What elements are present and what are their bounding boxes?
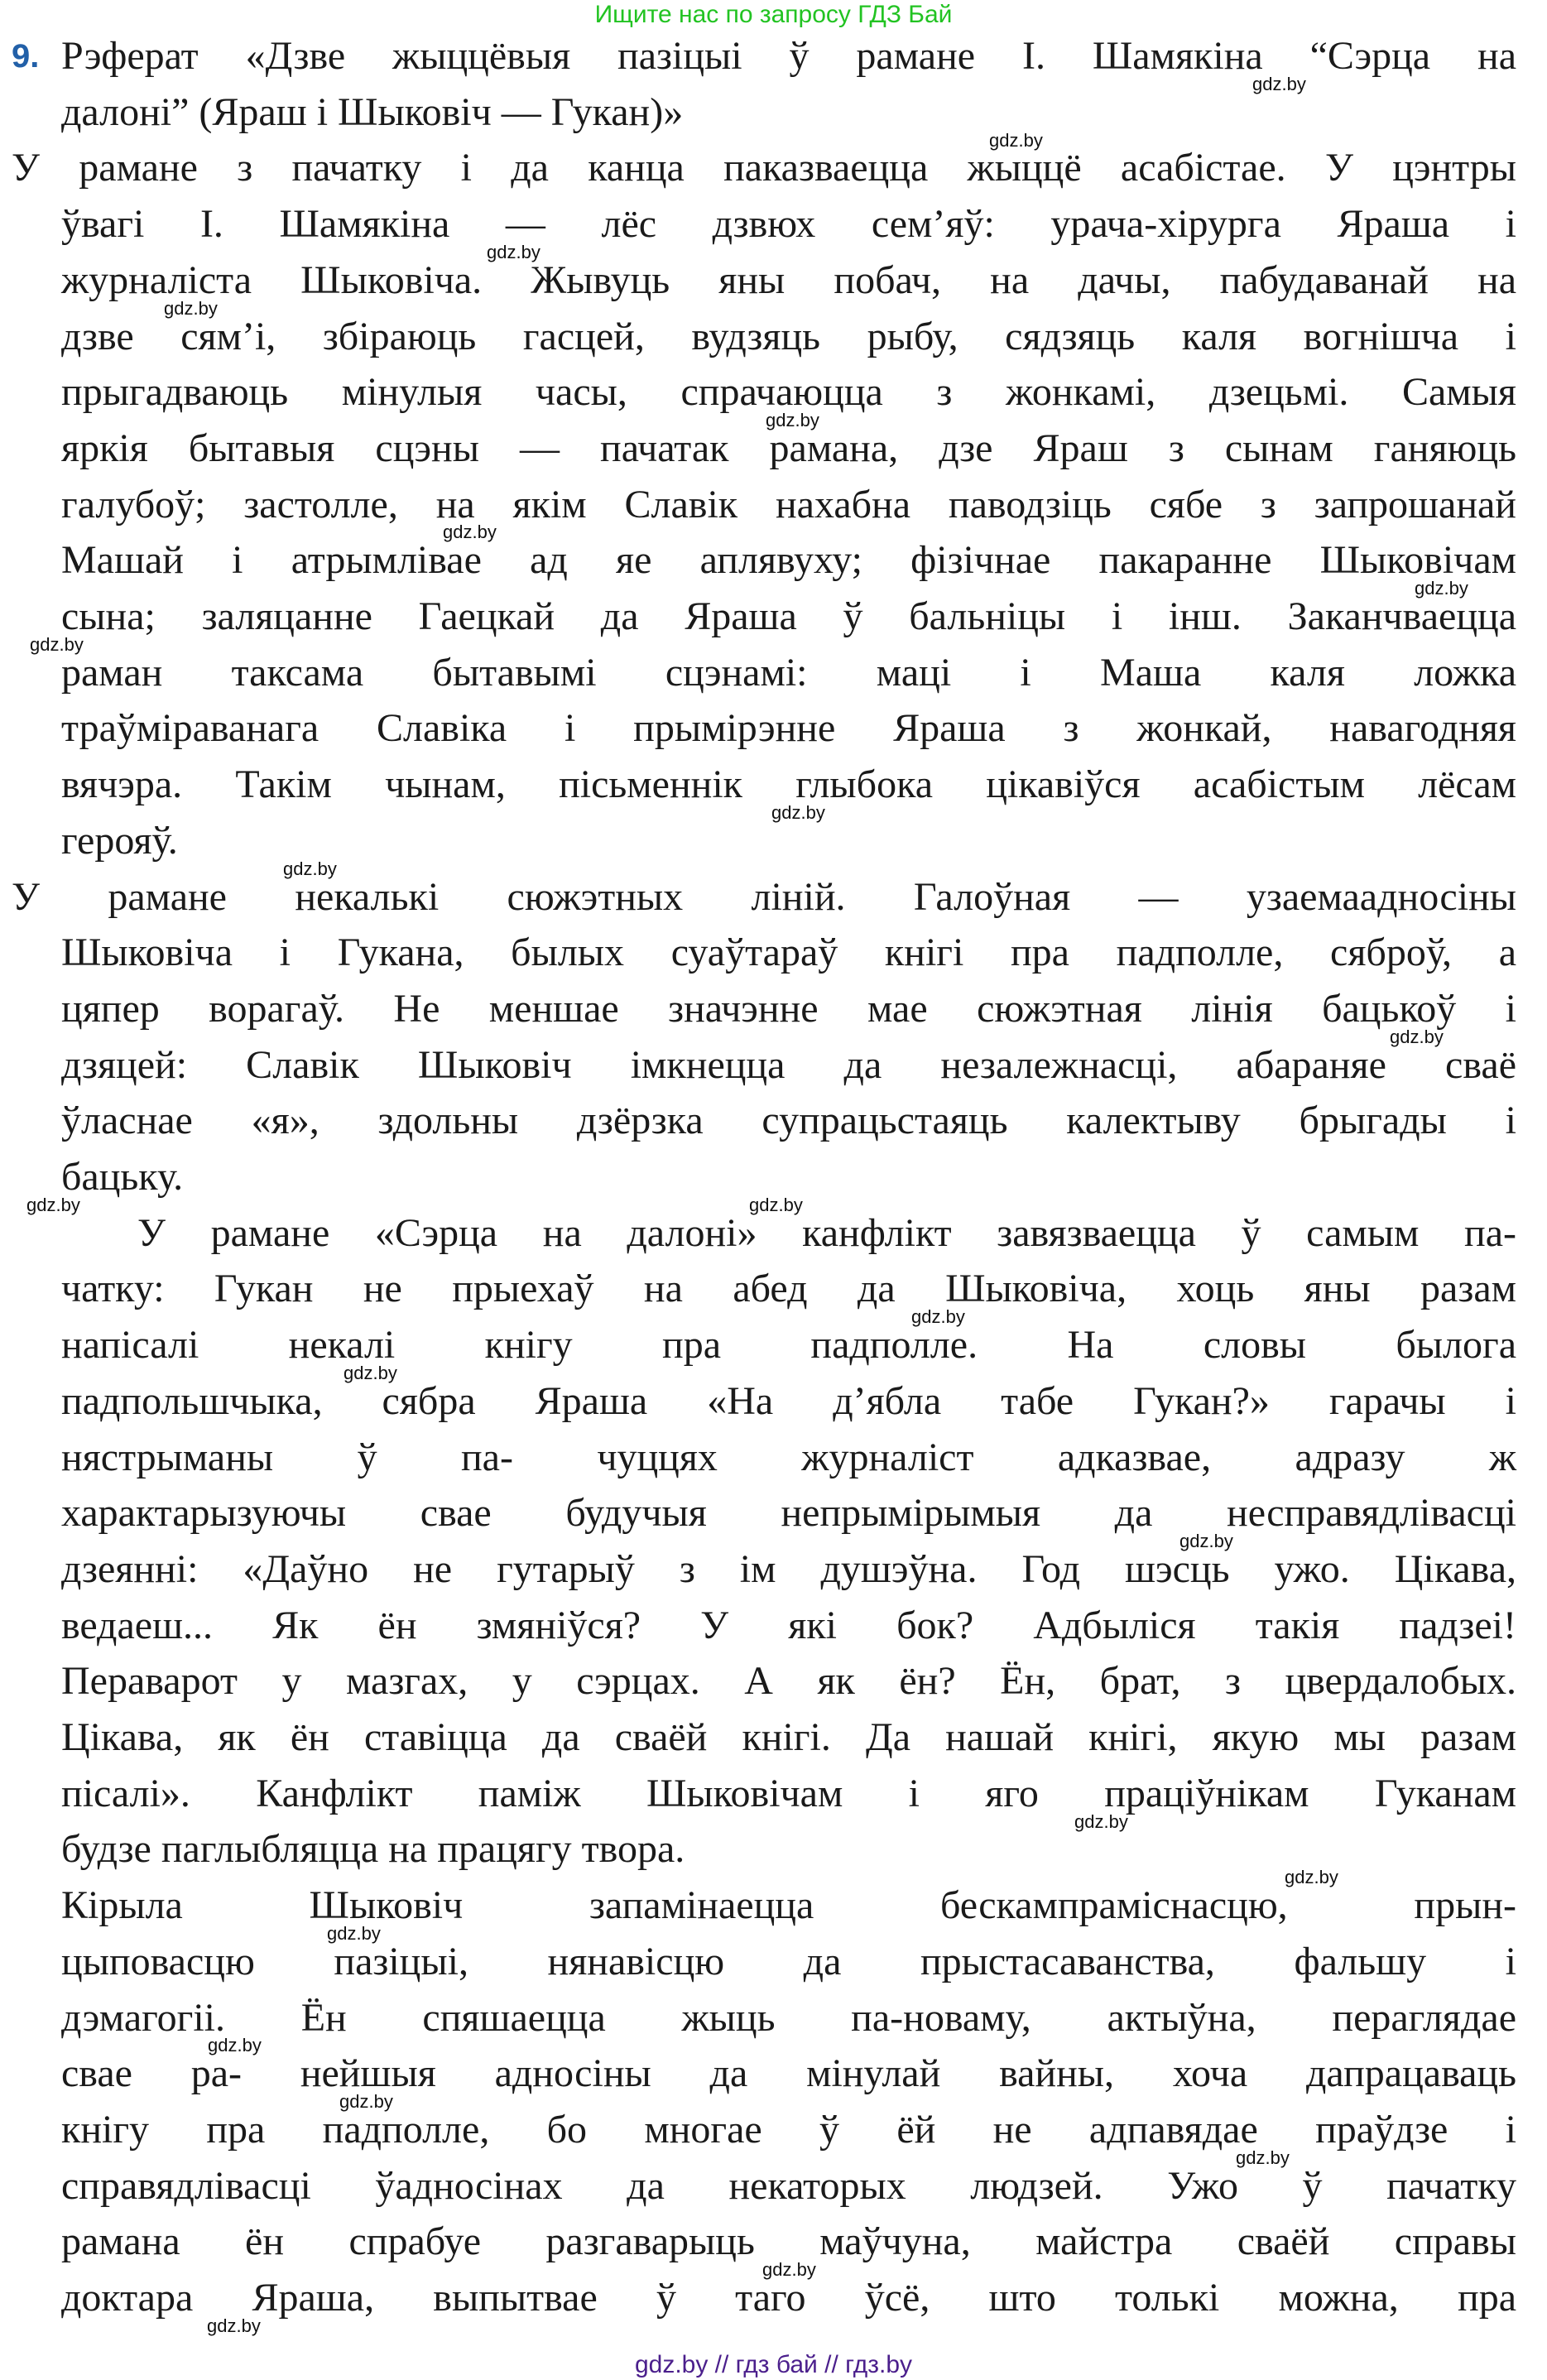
watermark: gdz.by bbox=[30, 633, 84, 655]
paragraph-line: галубоў; застолле, на якім Славік нахабна паводзіць сябе з запрошанай bbox=[61, 482, 1516, 526]
watermark: gdz.by bbox=[911, 1306, 965, 1328]
watermark: gdz.by bbox=[749, 1194, 803, 1215]
watermark: gdz.by bbox=[766, 410, 819, 431]
paragraph-line: будзе паглыбляцца на працягу твора. bbox=[61, 1827, 685, 1872]
watermark: gdz.by bbox=[989, 129, 1043, 151]
paragraph-line: У рамане з пачатку і да канца паказваецца жыццё асабістае. У цэнтры bbox=[12, 146, 1516, 190]
paragraph-line: У рамане некалькі сюжэтных ліній. Галоўная — узаемаадносіны bbox=[12, 874, 1516, 919]
watermark: gdz.by bbox=[164, 297, 218, 319]
paragraph-line: доктара Яраша, выпытвае ў таго ўсё, што толькі можна, пра bbox=[61, 2276, 1516, 2320]
watermark: gdz.by bbox=[26, 1194, 80, 1215]
paragraph-line: траўміраванага Славіка і прымірэнне Яраша з жонкай, навагодняя bbox=[61, 706, 1516, 751]
title-line: далоні” (Яраш і Шыковіч — Гукан)» bbox=[61, 89, 684, 134]
search-hint-banner: Ищите нас по запросу ГДЗ Бай bbox=[594, 1, 953, 28]
paragraph-line: дзеянні: «Даўно не гутарыў з ім душэўна. Год шэсць ужо. Цікава, bbox=[61, 1546, 1516, 1591]
watermark: gdz.by bbox=[487, 241, 540, 262]
paragraph-line: раман таксама бытавымі сцэнамі: маці і Маша каля ложка bbox=[61, 650, 1516, 695]
paragraph-line: цыповасцю пазіцыі, нянавісцю да прыстасаванства, фальшу і bbox=[61, 1939, 1516, 1983]
watermark: gdz.by bbox=[283, 858, 337, 879]
paragraph-line: свае ра- нейшыя адносіны да мінулай вайны, хоча дапрацаваць bbox=[61, 2051, 1516, 2096]
paragraph-line: дзяцей: Славік Шыковіч імкнецца да незалежнасці, абараняе сваё bbox=[61, 1042, 1516, 1087]
paragraph-line: справядлівасці ўадносінах да некаторых людзей. Ужо ў пачатку bbox=[61, 2163, 1516, 2208]
watermark: gdz.by bbox=[1074, 1810, 1128, 1832]
paragraph-line: напісалі некалі кнігу пра падполле. На словы былога bbox=[61, 1323, 1516, 1368]
watermark: gdz.by bbox=[207, 2315, 261, 2336]
task-number: 9. bbox=[12, 38, 40, 75]
watermark: gdz.by bbox=[1179, 1531, 1233, 1552]
paragraph-line: чатку: Гукан не прыехаў на абед да Шыковіча, хоць яны разам bbox=[61, 1267, 1516, 1311]
paragraph-line: рамана ён спрабуе разгаварыць маўчуна, майстра сваёй справы bbox=[61, 2219, 1516, 2264]
paragraph-line: дзве сям’і, збіраюць гасцей, вудзяць рыбу, сядзяць каля вогнішча і bbox=[61, 314, 1516, 358]
paragraph-line: бацьку. bbox=[61, 1155, 184, 1199]
watermark: gdz.by bbox=[443, 522, 497, 543]
watermark: gdz.by bbox=[208, 2035, 262, 2056]
footer-banner: gdz.by // гдз бай // гдз.by bbox=[634, 2351, 913, 2378]
paragraph-line: нястрыманы ў па- чуццях журналіст адказвае, адразу ж bbox=[61, 1435, 1516, 1479]
paragraph-line: прыгадваюць мінулыя часы, спрачаюцца з жонкамі, дзецьмі. Самыя bbox=[61, 370, 1516, 415]
paragraph-line: Кірыла Шыковіч запамінаецца бескампраміснасцю, прын- bbox=[61, 1883, 1516, 1928]
paragraph-line: кнігу пра падполле, бо многае ў ёй не адпавядае праўдзе і bbox=[61, 2107, 1516, 2152]
watermark: gdz.by bbox=[344, 1362, 397, 1383]
paragraph-line: У рамане «Сэрца на далоні» канфлікт завязваецца ў самым па- bbox=[137, 1210, 1516, 1255]
paragraph-line: Машай і атрымлівае ад яе аплявуху; фізічнае пакаранне Шыковічам bbox=[61, 538, 1516, 583]
paragraph-line: Шыковіча і Гукана, былых суаўтараў кнігі пра падполле, сяброў, а bbox=[61, 930, 1516, 975]
watermark: gdz.by bbox=[1390, 1026, 1444, 1047]
watermark: gdz.by bbox=[771, 801, 825, 823]
paragraph-line: падпольшчыка, сябра Яраша «На д’ябла табе Гукан?» гарачы і bbox=[61, 1378, 1516, 1423]
title-line: Рэферат «Дзве жыццёвыя пазіцыі ў рамане І. Шамякіна “Сэрца на bbox=[61, 34, 1516, 78]
watermark: gdz.by bbox=[327, 1922, 381, 1944]
paragraph-line: ведаеш... Як ён змяніўся? У які бок? Адбыліся такія падзеі! bbox=[61, 1603, 1516, 1647]
paragraph-line: дэмагогіі. Ён спяшаецца жыць па-новаму, актыўна, пераглядае bbox=[61, 1995, 1516, 2040]
paragraph-line: герояў. bbox=[61, 818, 178, 863]
paragraph-line: пісалі». Канфлікт паміж Шыковічам і яго праціўнікам Гуканам bbox=[61, 1771, 1516, 1815]
watermark: gdz.by bbox=[1252, 73, 1306, 94]
paragraph-line: ўвагі І. Шамякіна — лёс дзвюх сем’яў: урача-хірурга Яраша і bbox=[61, 202, 1516, 247]
watermark: gdz.by bbox=[762, 2259, 816, 2281]
paragraph-line: характарызуючы свае будучыя непрымірымыя да несправядлівасці bbox=[61, 1491, 1516, 1536]
paragraph-line: яркія бытавыя сцэны — пачатак рамана, дзе Яраш з сынам ганяюць bbox=[61, 426, 1516, 470]
paragraph-line: цяпер ворагаў. Не меншае значэнне мае сюжэтная лінія бацькоў і bbox=[61, 986, 1516, 1031]
paragraph-line: Пераварот у мазгах, у сэрцах. А як ён? Ён, брат, з цвердалобых. bbox=[61, 1659, 1516, 1704]
paragraph-line: Цікава, як ён ставіцца да сваёй кнігі. Да нашай кнігі, якую мы разам bbox=[61, 1715, 1516, 1759]
watermark: gdz.by bbox=[339, 2091, 393, 2113]
watermark: gdz.by bbox=[1236, 2147, 1290, 2168]
paragraph-line: сына; заляцанне Гаецкай да Яраша ў бальніцы і інш. Заканчваецца bbox=[61, 594, 1516, 638]
watermark: gdz.by bbox=[1285, 1867, 1338, 1888]
paragraph-line: журналіста Шыковіча. Жывуць яны побач, на дачы, пабудаванай на bbox=[61, 257, 1516, 302]
paragraph-line: ўласнае «я», здольны дзёрзка супрацьстаяць калектыву брыгады і bbox=[61, 1099, 1516, 1143]
paragraph-line: вячэра. Такім чынам, пісьменнік глыбока цікавіўся асабістым лёсам bbox=[61, 762, 1516, 807]
watermark: gdz.by bbox=[1415, 578, 1468, 599]
